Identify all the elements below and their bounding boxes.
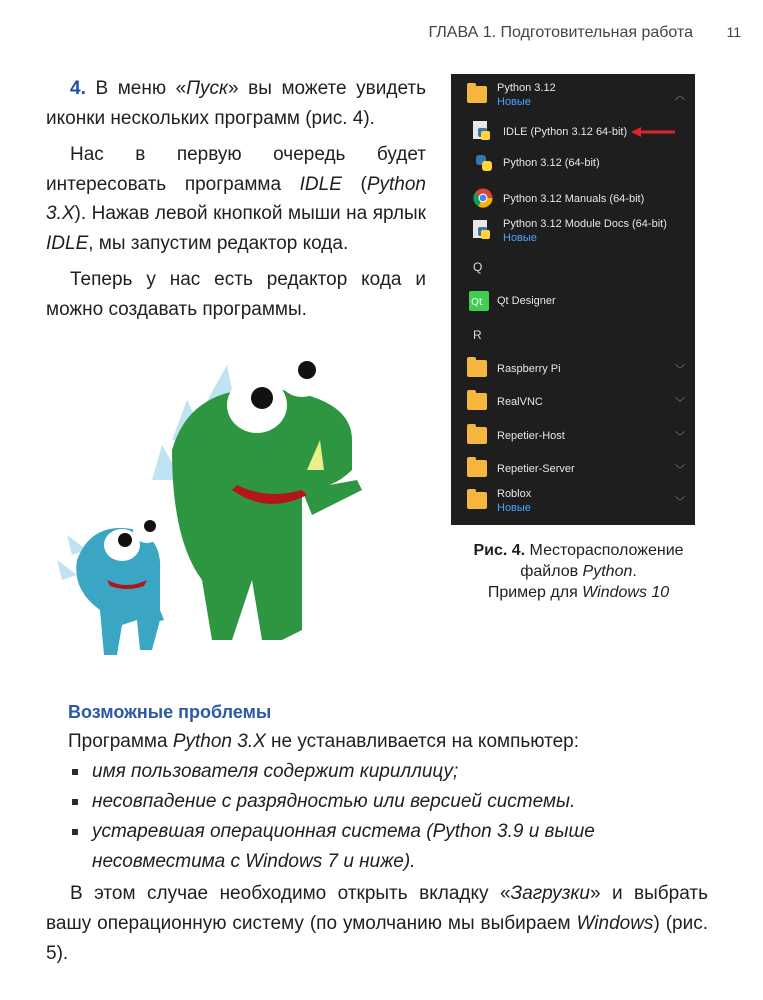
qt-icon (469, 291, 489, 311)
chevron-down-icon: ﹀ (675, 365, 685, 376)
figure-caption (446, 540, 711, 603)
letter-header-r: R (473, 328, 482, 342)
folder-icon (467, 393, 487, 410)
menu-item-qt-designer[interactable] (451, 286, 695, 316)
text: . (632, 563, 637, 580)
text: ). Нажав левой кнопкой мыши на ярлык (74, 203, 426, 224)
folder-icon (467, 460, 487, 477)
chevron-down-icon: ﹀ (675, 465, 685, 476)
text-italic: IDLE (299, 173, 342, 195)
chevron-down-icon: ﹀ (675, 432, 685, 443)
page-number: 11 (726, 24, 741, 40)
intro-text (46, 74, 426, 331)
text-italic: Загрузки (510, 883, 590, 904)
folder-icon (467, 360, 487, 377)
menu-label: Qt Designer (497, 295, 556, 307)
folder-icon (467, 427, 487, 444)
menu-item-python[interactable] (451, 148, 695, 178)
menu-label: Repetier-Host (497, 430, 565, 442)
chevron-down-icon: ﹀ (675, 497, 685, 508)
section-conclusion (46, 879, 708, 969)
text: Программа (68, 731, 173, 752)
section-heading: Возможные проблемы (68, 702, 272, 722)
menu-label: Python 3.12 (497, 82, 556, 94)
menu-item-module-docs[interactable] (451, 216, 695, 246)
new-badge: Новые (497, 502, 531, 514)
idle-icon (473, 121, 491, 141)
menu-folder-repetier-host[interactable] (451, 421, 695, 451)
text: Месторасположение файлов (520, 542, 684, 580)
section-lead (68, 727, 708, 757)
intro-paragraph-3: Теперь у нас есть редактор кода и можно создавать программы. (46, 269, 426, 320)
menu-label: Raspberry Pi (497, 363, 561, 375)
folder-icon (467, 86, 487, 103)
list-item: несовпадение с разрядностью или версией системы. (92, 787, 708, 817)
problems-section (46, 697, 709, 969)
menu-label: Python 3.12 (64-bit) (503, 157, 600, 169)
text-italic: Python (582, 563, 633, 580)
menu-label: IDLE (Python 3.12 64-bit) (503, 126, 628, 138)
menu-folder-python[interactable] (451, 80, 695, 110)
folder-icon (467, 492, 487, 509)
chapter-title: ГЛАВА 1. Подготовительная работа (428, 24, 693, 41)
new-badge: Новые (503, 232, 537, 244)
text: » и выбрать вашу операционную систему (по умолчанию мы выбираем (46, 883, 709, 934)
problems-list (68, 757, 708, 877)
figure-number: Рис. 4. (473, 542, 526, 559)
menu-label: Roblox (497, 488, 532, 500)
menu-label: Python 3.12 Module Docs (64-bit) (503, 218, 667, 230)
svg-text:Qt: Qt (471, 297, 483, 308)
text-italic: IDLE (46, 232, 89, 254)
text: не устанавливается на компьютер: (265, 731, 580, 752)
step-number: 4. (70, 78, 86, 99)
text: ( (341, 173, 367, 195)
text-italic: Windows (576, 913, 654, 934)
menu-folder-raspberry[interactable] (451, 354, 695, 384)
monster-illustration (52, 340, 382, 670)
start-menu-screenshot (451, 74, 695, 525)
text: Пример для (487, 584, 583, 601)
menu-item-manuals[interactable] (451, 184, 695, 214)
list-item: устаревшая операционная система (Python 3.9 и выше несовместима с Windows 7 и ниже). (92, 817, 708, 877)
python-icon (475, 154, 493, 172)
menu-label: Repetier-Server (497, 463, 575, 475)
chevron-down-icon: ﹀ (675, 398, 685, 409)
text-italic: Python 3.X (172, 731, 266, 752)
text: Нас в первую очередь будет интересовать программа (46, 144, 426, 195)
menu-label: Python 3.12 Manuals (64-bit) (503, 193, 645, 205)
text: » вы можете увидеть иконки нескольких программ (рис. 4). (46, 78, 426, 129)
text-italic: Пуск (186, 78, 228, 99)
new-badge: Новые (497, 96, 531, 108)
python-doc-icon (473, 220, 491, 240)
intro-paragraph-2 (46, 140, 426, 258)
letter-header-q: Q (473, 260, 483, 274)
chrome-icon (473, 188, 493, 208)
running-header (0, 20, 763, 50)
text-italic: Windows 10 (582, 584, 670, 601)
text: В меню « (85, 78, 187, 99)
menu-folder-roblox[interactable] (451, 486, 695, 516)
text-italic: Python 3.X (46, 173, 426, 224)
red-arrow-icon (631, 127, 675, 137)
text: ) (рис. 5). (46, 913, 708, 964)
text: , мы запустим редактор кода. (88, 232, 349, 254)
chevron-up-icon: ︿ (675, 91, 685, 102)
list-item: имя пользователя содержит кириллицу; (92, 757, 708, 787)
text: В этом случае необходимо открыть вкладку « (70, 883, 511, 904)
intro-paragraph-1 (46, 74, 426, 133)
menu-label: RealVNC (497, 396, 543, 408)
menu-folder-realvnc[interactable] (451, 387, 695, 417)
menu-folder-repetier-server[interactable] (451, 454, 695, 484)
